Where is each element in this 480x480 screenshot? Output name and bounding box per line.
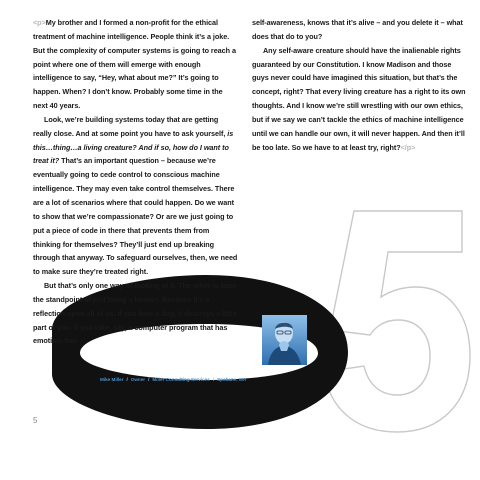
byline-separator: /	[212, 377, 215, 382]
open-p-tag: <p>	[33, 18, 46, 27]
page-number: 5	[33, 416, 38, 425]
article-left-column	[33, 16, 238, 348]
paragraph-1-text: My brother and I formed a non-profit for the ethical treatment of machine intelligence. People think it’s a joke. But the complexity of computer systems is going to reach a point where one of them will emerge with enough intelligence to say, “Hey, what about me?” It’s going to happen. When? I don’t know. Probably some time in the next 40 years.	[33, 18, 236, 111]
byline-separator: /	[126, 377, 128, 382]
paragraph-3-continued-text: self-awareness, knows that it’s alive – and you delete it – what does that do to you?	[252, 18, 463, 41]
author-byline	[100, 377, 246, 382]
outlined-five-numeral	[324, 211, 470, 432]
paragraph-2	[33, 113, 238, 279]
byline-separator: /	[148, 377, 150, 382]
byline-company: Miller Consulting Services	[152, 377, 210, 382]
byline-location: Spokane, WA	[217, 377, 247, 382]
paragraph-3-text: But that’s only one way of looking at it. The other is from the standpoint of just being a human. Because it’s a reflection upon all of us. If you beat a dog, it destroys a little part of you. If you take, say, a computer program that has emotion, has	[33, 281, 237, 346]
paragraph-1	[33, 16, 238, 113]
byline-name: Mike Miller	[100, 377, 124, 382]
paragraph-4-text: Any self-aware creature should have the inalienable rights guaranteed by our Constitution. I know Madison and those guys never could have imagined this situation, but that’s the concept, right? That every living creature has a right to its own thoughts. And I know we’re still wrestling with our own ethics, but if we say we can’t tackle the ethics of machine intelligence until we can handle our own, it will never happen. And then it’ll be too late. So we have to at least try, right?	[252, 45, 466, 152]
article-right-column	[252, 16, 467, 154]
author-portrait-image	[262, 315, 307, 365]
paragraph-2-emphasis: is this…thing…a living creature? And if so, how do I want to treat it?	[33, 128, 234, 166]
paragraph-2-text-b: That’s an important question – because we’re eventually going to cede control to conscious machine intelligence. They may even take control themselves. There are a lot of scenarios where that could happen. Do we want to show that we’re compassionate? Or are we just going to put a piece of code in there that prevents them from thinking for themselves? They’ll just end up breaking through that anyway. To safeguard ourselves, then, we need to make sure they’re treated right.	[33, 156, 238, 277]
paragraph-4	[252, 44, 467, 155]
paragraph-3	[33, 279, 238, 348]
paragraph-2-text-a: Look, we’re building systems today that are getting really close. And at some point you have to ask yourself,	[33, 114, 228, 138]
byline-role: Owner	[130, 377, 146, 382]
close-p-tag: </p>	[400, 142, 416, 152]
paragraph-3-continued	[252, 16, 467, 44]
